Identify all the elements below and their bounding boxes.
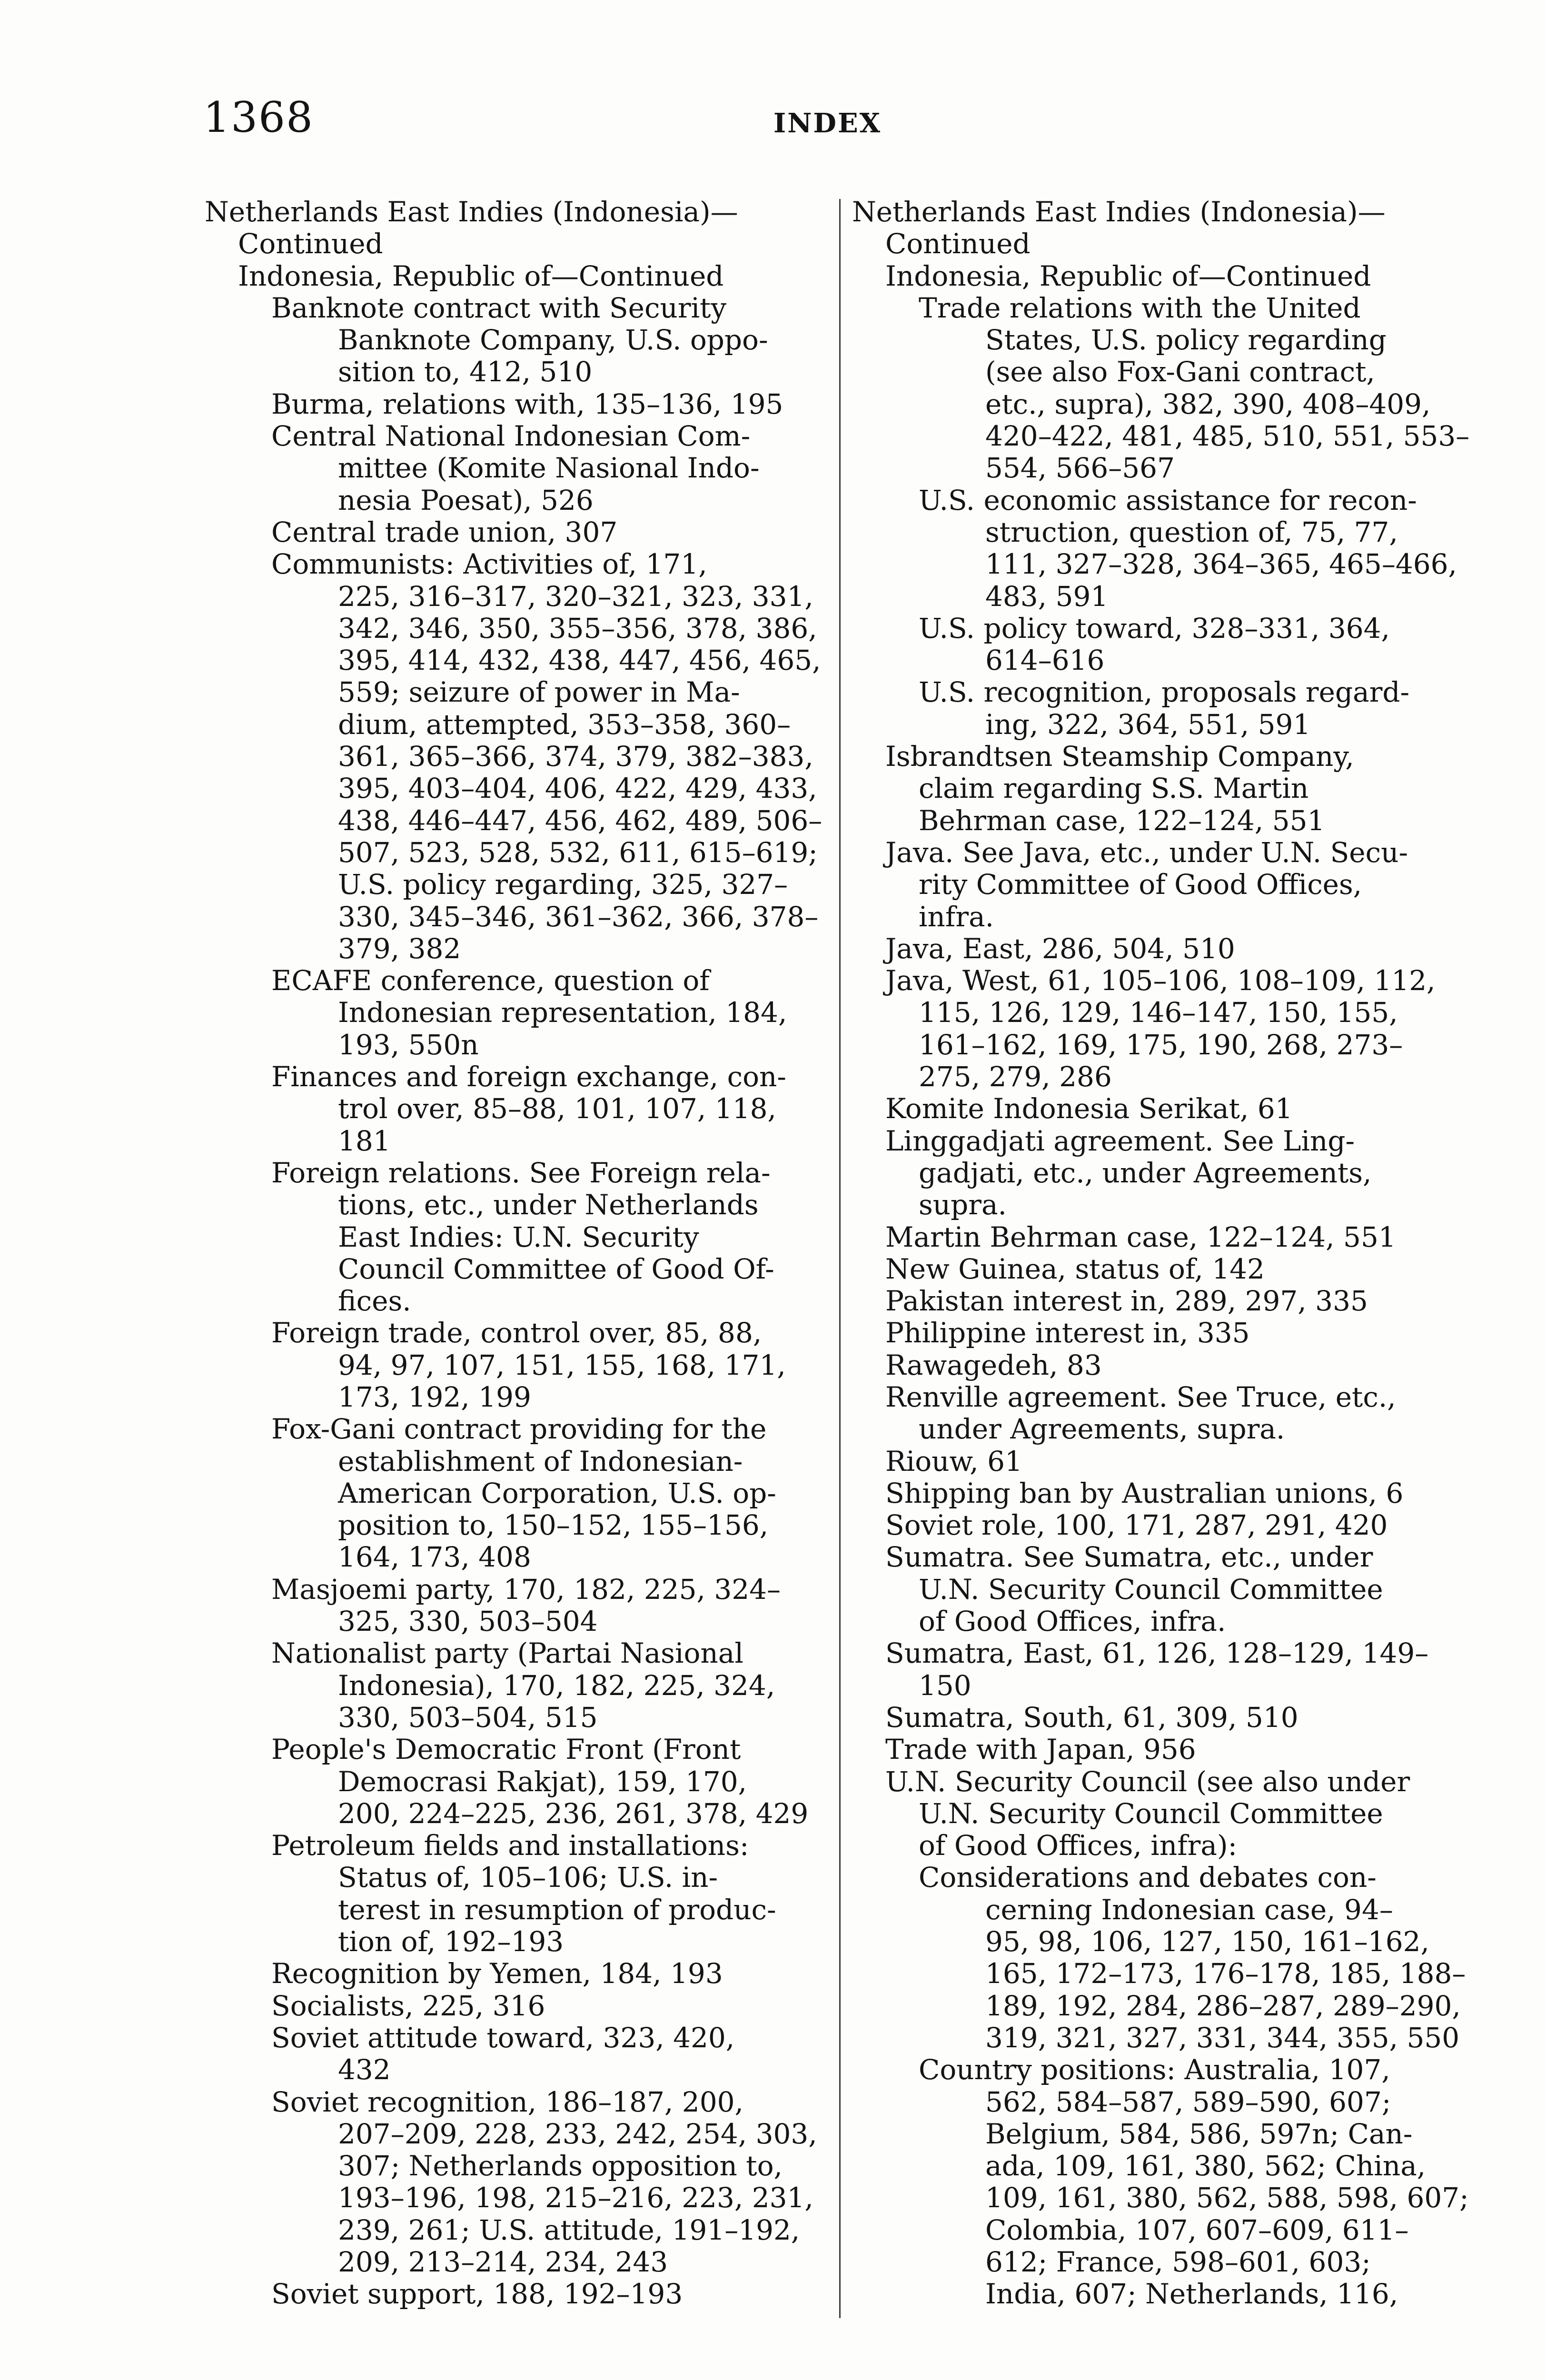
index-line: 115, 126, 129, 146–147, 150, 155,	[919, 996, 1398, 1029]
index-line: U.N. Security Council Committee	[919, 1573, 1383, 1606]
index-line: 200, 224–225, 236, 261, 378, 429	[338, 1797, 809, 1830]
index-line: rity Committee of Good Offices,	[919, 868, 1362, 901]
index-line: Democrasi Rakjat), 159, 170,	[338, 1765, 747, 1798]
index-line: of Good Offices, infra.	[919, 1605, 1226, 1638]
index-line: Nationalist party (Partai Nasional	[271, 1637, 743, 1670]
index-line: Shipping ban by Australian unions, 6	[885, 1477, 1404, 1509]
index-line: Country positions: Australia, 107,	[919, 2053, 1390, 2086]
index-line: dium, attempted, 353–358, 360–	[338, 708, 791, 741]
index-line: 193–196, 198, 215–216, 223, 231,	[338, 2182, 813, 2214]
index-line: 95, 98, 106, 127, 150, 161–162,	[985, 1925, 1429, 1958]
index-line: Netherlands East Indies (Indonesia)—	[852, 196, 1386, 228]
index-line: tion of, 192–193	[338, 1925, 564, 1958]
running-head: INDEX	[773, 108, 882, 139]
index-line: Riouw, 61	[885, 1445, 1022, 1478]
index-line: 432	[338, 2053, 391, 2086]
index-line: 239, 261; U.S. attitude, 191–192,	[338, 2213, 800, 2246]
index-line: Foreign trade, control over, 85, 88,	[271, 1317, 762, 1349]
index-line: Soviet attitude toward, 323, 420,	[271, 2021, 735, 2054]
index-line: States, U.S. policy regarding	[985, 324, 1387, 357]
index-line: 173, 192, 199	[338, 1380, 531, 1413]
index-line: struction, question of, 75, 77,	[985, 516, 1398, 548]
index-line: Java, West, 61, 105–106, 108–109, 112,	[885, 964, 1436, 997]
page-number: 1368	[203, 93, 314, 142]
index-line: supra.	[919, 1189, 1007, 1221]
index-line: Martin Behrman case, 122–124, 551	[885, 1220, 1396, 1253]
index-line: Indonesian representation, 184,	[338, 996, 787, 1029]
index-line: 207–209, 228, 233, 242, 254, 303,	[338, 2117, 817, 2150]
index-line: U.S. economic assistance for recon-	[919, 484, 1417, 516]
column-divider	[839, 199, 841, 2318]
index-line: Considerations and debates con-	[919, 1861, 1377, 1894]
index-line: Socialists, 225, 316	[271, 1989, 545, 2022]
index-line: Java. See Java, etc., under U.N. Secu-	[885, 836, 1408, 869]
index-line: Burma, relations with, 135–136, 195	[271, 387, 783, 420]
index-line: Council Committee of Good Of-	[338, 1252, 774, 1285]
index-line: establishment of Indonesian-	[338, 1445, 743, 1478]
index-line: trol over, 85–88, 101, 107, 118,	[338, 1092, 776, 1125]
index-line: (see also Fox-Gani contract,	[985, 356, 1375, 388]
index-line: Masjoemi party, 170, 182, 225, 324–	[271, 1573, 781, 1606]
index-line: Rawagedeh, 83	[885, 1349, 1102, 1381]
right-index-column	[852, 196, 1471, 2311]
index-line: sition to, 412, 510	[338, 356, 593, 388]
index-line: 330, 503–504, 515	[338, 1701, 598, 1734]
index-line: 325, 330, 503–504	[338, 1605, 598, 1638]
index-line: 189, 192, 284, 286–287, 289–290,	[985, 1989, 1461, 2022]
index-line: U.N. Security Council (see also under	[885, 1765, 1410, 1798]
index-line: 109, 161, 380, 562, 588, 598, 607;	[985, 2182, 1469, 2214]
index-line: Indonesia, Republic of—Continued	[238, 259, 724, 292]
index-line: ing, 322, 364, 551, 591	[985, 708, 1311, 741]
index-line: Java, East, 286, 504, 510	[885, 932, 1235, 965]
left-index-column	[205, 196, 833, 2311]
index-line: 209, 213–214, 234, 243	[338, 2246, 668, 2278]
index-line: Komite Indonesia Serikat, 61	[885, 1092, 1293, 1125]
index-line: Behrman case, 122–124, 551	[919, 804, 1325, 837]
index-line: Soviet recognition, 186–187, 200,	[271, 2085, 743, 2118]
index-line: Foreign relations. See Foreign rela-	[271, 1156, 771, 1189]
index-line: 165, 172–173, 176–178, 185, 188–	[985, 1957, 1466, 1990]
index-line: Netherlands East Indies (Indonesia)—	[205, 196, 738, 228]
index-line: 395, 403–404, 406, 422, 429, 433,	[338, 772, 817, 805]
index-line: American Corporation, U.S. op-	[338, 1477, 776, 1509]
index-line: Fox-Gani contract providing for the	[271, 1413, 767, 1446]
index-line: Petroleum fields and installations:	[271, 1829, 749, 1862]
index-line: 330, 345–346, 361–362, 366, 378–	[338, 900, 819, 933]
index-line: Banknote contract with Security	[271, 291, 727, 324]
index-line: Continued	[238, 228, 383, 260]
index-line: gadjati, etc., under Agreements,	[919, 1156, 1372, 1189]
index-line: Trade relations with the United	[919, 291, 1361, 324]
index-line: Isbrandtsen Steamship Company,	[885, 740, 1354, 773]
index-line: Continued	[885, 228, 1031, 260]
index-line: 161–162, 169, 175, 190, 268, 273–	[919, 1028, 1403, 1061]
index-line: 193, 550n	[338, 1028, 479, 1061]
index-line: 225, 316–317, 320–321, 323, 331,	[338, 580, 813, 613]
index-line: Colombia, 107, 607–609, 611–	[985, 2213, 1409, 2246]
index-line: Soviet role, 100, 171, 287, 291, 420	[885, 1509, 1388, 1542]
index-line: mittee (Komite Nasional Indo-	[338, 452, 760, 485]
index-line: Status of, 105–106; U.S. in-	[338, 1861, 718, 1894]
index-line: 483, 591	[985, 580, 1109, 613]
index-line: ECAFE conference, question of	[271, 964, 710, 997]
index-line: U.S. policy regarding, 325, 327–	[338, 868, 788, 901]
index-line: Sumatra, South, 61, 309, 510	[885, 1701, 1298, 1734]
index-line: 420–422, 481, 485, 510, 551, 553–	[985, 420, 1470, 453]
index-line: U.N. Security Council Committee	[919, 1797, 1383, 1830]
index-line: Soviet support, 188, 192–193	[271, 2278, 683, 2311]
index-line: 94, 97, 107, 151, 155, 168, 171,	[338, 1349, 786, 1381]
index-line: infra.	[919, 900, 994, 933]
index-line: 612; France, 598–601, 603;	[985, 2246, 1371, 2278]
index-line: 181	[338, 1124, 391, 1157]
index-line: 342, 346, 350, 355–356, 378, 386,	[338, 612, 817, 645]
index-line: India, 607; Netherlands, 116,	[985, 2278, 1398, 2311]
index-line: position to, 150–152, 155–156,	[338, 1509, 769, 1542]
index-line: 275, 279, 286	[919, 1061, 1112, 1093]
index-line: Recognition by Yemen, 184, 193	[271, 1957, 723, 1990]
index-line: People's Democratic Front (Front	[271, 1733, 741, 1766]
index-line: East Indies: U.N. Security	[338, 1220, 699, 1253]
index-line: 614–616	[985, 644, 1105, 677]
index-line: Linggadjati agreement. See Ling-	[885, 1124, 1355, 1157]
index-line: nesia Poesat), 526	[338, 484, 594, 516]
index-line: cerning Indonesian case, 94–	[985, 1893, 1393, 1926]
index-line: ada, 109, 161, 380, 562; China,	[985, 2150, 1426, 2182]
index-line: Indonesia), 170, 182, 225, 324,	[338, 1669, 775, 1702]
index-line: Renville agreement. See Truce, etc.,	[885, 1380, 1396, 1413]
index-line: U.S. policy toward, 328–331, 364,	[919, 612, 1390, 645]
index-line: etc., supra), 382, 390, 408–409,	[985, 387, 1431, 420]
index-line: 438, 446–447, 456, 462, 489, 506–	[338, 804, 823, 837]
index-line: Trade with Japan, 956	[885, 1733, 1196, 1766]
index-line: 395, 414, 432, 438, 447, 456, 465,	[338, 644, 821, 677]
index-line: Pakistan interest in, 289, 297, 335	[885, 1285, 1368, 1318]
index-line: of Good Offices, infra):	[919, 1829, 1238, 1862]
index-line: Belgium, 584, 586, 597n; Can-	[985, 2117, 1413, 2150]
index-line: 319, 321, 327, 331, 344, 355, 550	[985, 2021, 1460, 2054]
index-line: Banknote Company, U.S. oppo-	[338, 324, 768, 357]
index-line: Central National Indonesian Com-	[271, 420, 751, 453]
index-line: 562, 584–587, 589–590, 607;	[985, 2085, 1391, 2118]
index-line: 507, 523, 528, 532, 611, 615–619;	[338, 836, 818, 869]
index-line: under Agreements, supra.	[919, 1413, 1285, 1446]
index-line: Sumatra. See Sumatra, etc., under	[885, 1541, 1373, 1574]
index-line: 150	[919, 1669, 971, 1702]
index-line: tions, etc., under Netherlands	[338, 1189, 759, 1221]
index-line: 164, 173, 408	[338, 1541, 531, 1574]
index-line: Finances and foreign exchange, con-	[271, 1061, 786, 1093]
index-line: U.S. recognition, proposals regard-	[919, 676, 1410, 709]
index-line: 559; seizure of power in Ma-	[338, 676, 740, 709]
index-line: Communists: Activities of, 171,	[271, 548, 707, 581]
index-line: New Guinea, status of, 142	[885, 1252, 1265, 1285]
index-line: 554, 566–567	[985, 452, 1175, 485]
index-line: Indonesia, Republic of—Continued	[885, 259, 1371, 292]
index-line: claim regarding S.S. Martin	[919, 772, 1309, 805]
index-line: Central trade union, 307	[271, 516, 618, 548]
index-line: Philippine interest in, 335	[885, 1317, 1250, 1349]
index-line: Sumatra, East, 61, 126, 128–129, 149–	[885, 1637, 1429, 1670]
index-line: 379, 382	[338, 932, 461, 965]
index-line: 361, 365–366, 374, 379, 382–383,	[338, 740, 813, 773]
index-line: 307; Netherlands opposition to,	[338, 2150, 783, 2182]
index-line: 111, 327–328, 364–365, 465–466,	[985, 548, 1457, 581]
index-line: terest in resumption of produc-	[338, 1893, 776, 1926]
index-line: fices.	[338, 1285, 411, 1318]
